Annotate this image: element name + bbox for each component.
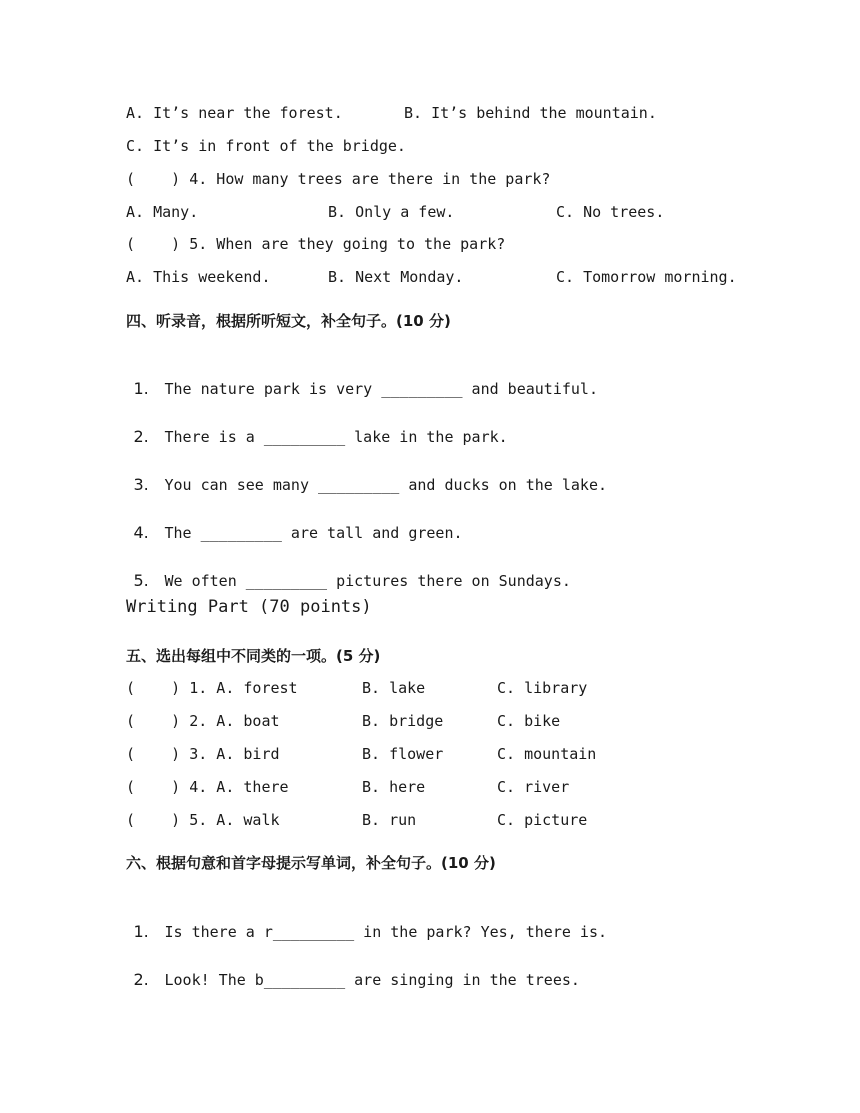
section5-stem: ( ) 2. A. boat: [126, 712, 280, 730]
q4-option-c: C. No trees.: [556, 203, 665, 221]
q4-stem: ( ) 4. How many trees are there in the park?: [126, 170, 551, 188]
section6-item: [126, 950, 580, 991]
section5-option-c: C. mountain: [497, 745, 597, 763]
q4-option-a: A. Many.: [126, 203, 199, 221]
q5-stem: ( ) 5. When are they going to the park?: [126, 235, 506, 253]
section4-item: [126, 407, 508, 448]
item-sentence: The nature park is very _________ and beautiful.: [164, 380, 598, 398]
q4-option-b: B. Only a few.: [328, 203, 455, 221]
section5-stem: ( ) 3. A. bird: [126, 745, 280, 763]
item-number: 2.: [133, 970, 149, 989]
item-number: 4.: [133, 523, 149, 542]
item-number: 3.: [133, 475, 149, 494]
section5-option-c: C. river: [497, 778, 570, 796]
section4-heading: 四、听录音，根据所听短文，补全句子。(10 分): [126, 312, 451, 330]
section4-item: [126, 455, 607, 496]
section6-item: [126, 902, 607, 943]
section5-stem: ( ) 1. A. forest: [126, 679, 298, 697]
item-number: 1.: [133, 922, 149, 941]
section4-item: [126, 503, 463, 544]
section5-option-c: C. library: [497, 679, 588, 697]
section6-heading: 六、根据句意和首字母提示写单词，补全句子。(10 分): [126, 854, 496, 872]
item-sentence: We often _________ pictures there on Sundays.: [164, 572, 571, 590]
section5-heading: 五、选出每组中不同类的一项。(5 分): [126, 647, 381, 665]
section5-stem: ( ) 5. A. walk: [126, 811, 280, 829]
writing-part-title: Writing Part (70 points): [126, 597, 372, 617]
section5-stem: ( ) 4. A. there: [126, 778, 289, 796]
section5-option-b: B. bridge: [362, 712, 444, 730]
item-number: 5.: [133, 571, 149, 590]
item-sentence: The _________ are tall and green.: [164, 524, 463, 542]
item-number: 2.: [133, 427, 149, 446]
q3-option-a: A. It’s near the forest.: [126, 104, 343, 122]
section5-option-c: C. bike: [497, 712, 561, 730]
q3-option-b: B. It’s behind the mountain.: [404, 104, 657, 122]
section5-option-c: C. picture: [497, 811, 588, 829]
section5-option-b: B. flower: [362, 745, 444, 763]
item-sentence: There is a _________ lake in the park.: [164, 428, 508, 446]
item-sentence: Is there a r_________ in the park? Yes, there is.: [164, 923, 608, 941]
q3-option-c: C. It’s in front of the bridge.: [126, 137, 406, 155]
item-sentence: Look! The b_________ are singing in the trees.: [164, 971, 580, 989]
q5-option-b: B. Next Monday.: [328, 268, 464, 286]
section5-option-b: B. here: [362, 778, 426, 796]
section4-item: [126, 551, 571, 592]
q5-option-a: A. This weekend.: [126, 268, 271, 286]
section5-option-b: B. lake: [362, 679, 426, 697]
section5-option-b: B. run: [362, 811, 417, 829]
item-sentence: You can see many _________ and ducks on the lake.: [164, 476, 608, 494]
q5-option-c: C. Tomorrow morning.: [556, 268, 737, 286]
section4-item: [126, 359, 598, 400]
item-number: 1.: [133, 379, 149, 398]
